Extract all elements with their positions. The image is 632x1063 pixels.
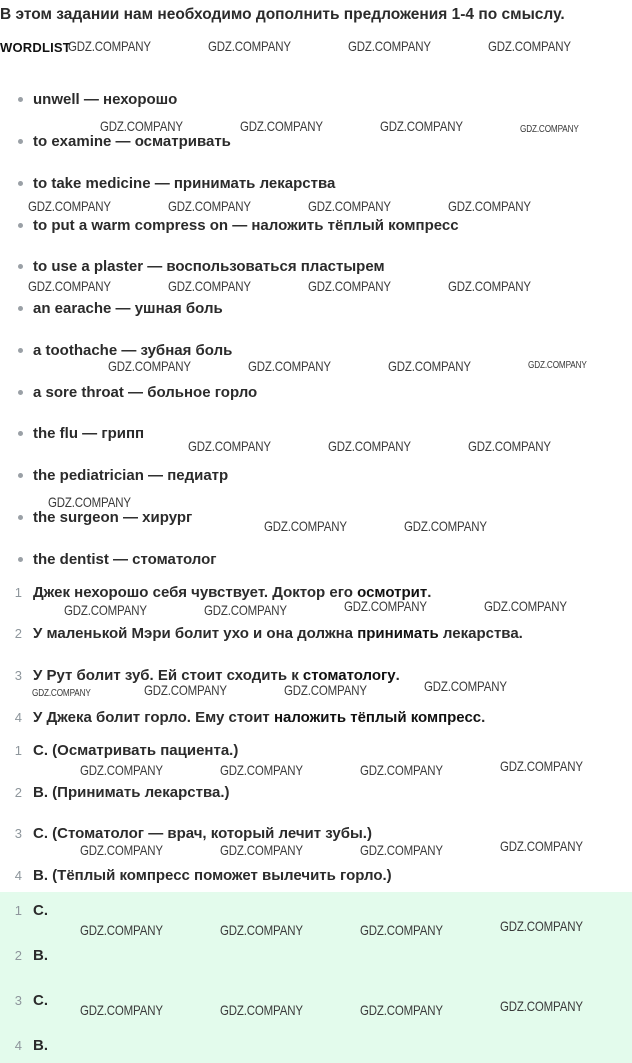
watermark: GDZ.COMPANY	[448, 278, 531, 294]
watermark: GDZ.COMPANY	[488, 38, 571, 54]
watermark: GDZ.COMPANY	[500, 998, 583, 1014]
watermark: GDZ.COMPANY	[500, 758, 583, 774]
watermark: GDZ.COMPANY	[500, 838, 583, 854]
watermark: GDZ.COMPANY	[248, 358, 331, 374]
watermark: GDZ.COMPANY	[48, 494, 131, 510]
watermark: GDZ.COMPANY	[388, 358, 471, 374]
explanation-item: 3 C. (Стоматолог — врач, который лечит зубы.)	[14, 825, 372, 842]
watermark: GDZ.COMPANY	[80, 842, 163, 858]
bullet-icon	[18, 390, 23, 395]
bullet-icon	[18, 431, 23, 436]
watermark: GDZ.COMPANY	[32, 688, 91, 699]
bullet-icon	[18, 181, 23, 186]
watermark: GDZ.COMPANY	[360, 1002, 443, 1018]
watermark: GDZ.COMPANY	[344, 598, 427, 614]
bullet-icon	[18, 139, 23, 144]
wordlist-item: the surgeon — хирург	[18, 509, 192, 526]
task-intro: В этом задании нам необходимо дополнить предложения 1-4 по смыслу.	[0, 6, 565, 23]
wordlist-item: the dentist — стоматолог	[18, 551, 217, 568]
wordlist-item: the pediatrician — педиатр	[18, 467, 228, 484]
watermark: GDZ.COMPANY	[220, 1002, 303, 1018]
explanation-item: 4 B. (Тёплый компресс поможет вылечить горло.)	[14, 867, 392, 884]
watermark: GDZ.COMPANY	[500, 918, 583, 934]
watermark: GDZ.COMPANY	[424, 678, 507, 694]
bullet-icon	[18, 306, 23, 311]
answer-item: 2 B.	[14, 947, 48, 964]
watermark: GDZ.COMPANY	[64, 602, 147, 618]
watermark: GDZ.COMPANY	[108, 358, 191, 374]
bullet-icon	[18, 264, 23, 269]
watermark: GDZ.COMPANY	[188, 438, 271, 454]
watermark: GDZ.COMPANY	[348, 38, 431, 54]
wordlist-item: to examine — осматривать	[18, 133, 231, 150]
bullet-icon	[18, 473, 23, 478]
watermark: GDZ.COMPANY	[208, 38, 291, 54]
bullet-icon	[18, 348, 23, 353]
watermark: GDZ.COMPANY	[308, 198, 391, 214]
answer-item: 3 C.	[14, 992, 48, 1009]
watermark: GDZ.COMPANY	[168, 198, 251, 214]
wordlist-item: unwell — нехорошо	[18, 91, 177, 108]
watermark: GDZ.COMPANY	[528, 360, 587, 371]
watermark: GDZ.COMPANY	[328, 438, 411, 454]
watermark: GDZ.COMPANY	[204, 602, 287, 618]
sentence-item: 3 У Рут болит зуб. Ей стоит сходить к стоматологу.	[14, 667, 400, 684]
watermark: GDZ.COMPANY	[68, 38, 151, 54]
watermark: GDZ.COMPANY	[380, 118, 463, 134]
sentence-item: 1 Джек нехорошо себя чувствует. Доктор его осмотрит.	[14, 584, 432, 601]
wordlist-item: the flu — грипп	[18, 425, 144, 442]
wordlist-item: to use a plaster — воспользоваться пластырем	[18, 258, 385, 275]
watermark: GDZ.COMPANY	[100, 118, 183, 134]
wordlist-item: a sore throat — больное горло	[18, 384, 257, 401]
watermark: GDZ.COMPANY	[168, 278, 251, 294]
watermark: GDZ.COMPANY	[220, 762, 303, 778]
watermark: GDZ.COMPANY	[80, 1002, 163, 1018]
watermark: GDZ.COMPANY	[484, 598, 567, 614]
watermark: GDZ.COMPANY	[220, 842, 303, 858]
watermark: GDZ.COMPANY	[448, 198, 531, 214]
watermark: GDZ.COMPANY	[240, 118, 323, 134]
wordlist-item: an earache — ушная боль	[18, 300, 223, 317]
watermark: GDZ.COMPANY	[28, 198, 111, 214]
wordlist-item: a toothache — зубная боль	[18, 342, 232, 359]
watermark: GDZ.COMPANY	[28, 278, 111, 294]
watermark: GDZ.COMPANY	[80, 762, 163, 778]
explanation-item: 1 C. (Осматривать пациента.)	[14, 742, 239, 759]
wordlist-item: to take medicine — принимать лекарства	[18, 175, 335, 192]
watermark: GDZ.COMPANY	[264, 518, 347, 534]
bullet-icon	[18, 223, 23, 228]
watermark: GDZ.COMPANY	[360, 762, 443, 778]
explanation-item: 2 B. (Принимать лекарства.)	[14, 784, 230, 801]
bullet-icon	[18, 515, 23, 520]
watermark: GDZ.COMPANY	[468, 438, 551, 454]
watermark: GDZ.COMPANY	[360, 922, 443, 938]
watermark: GDZ.COMPANY	[404, 518, 487, 534]
answer-item: 1 C.	[14, 902, 48, 919]
answer-item: 4 B.	[14, 1037, 48, 1054]
watermark: GDZ.COMPANY	[308, 278, 391, 294]
sentence-item: 2 У маленькой Мэри болит ухо и она должна принимать лекарства.	[14, 625, 523, 642]
bullet-icon	[18, 557, 23, 562]
wordlist-title: WORDLIST	[0, 40, 71, 55]
wordlist-item: to put a warm compress on — наложить тёплый компресс	[18, 217, 459, 234]
sentence-item: 4 У Джека болит горло. Ему стоит наложить тёплый компресс.	[14, 709, 486, 726]
watermark: GDZ.COMPANY	[284, 682, 367, 698]
watermark: GDZ.COMPANY	[520, 124, 579, 135]
watermark: GDZ.COMPANY	[80, 922, 163, 938]
bullet-icon	[18, 97, 23, 102]
watermark: GDZ.COMPANY	[360, 842, 443, 858]
watermark: GDZ.COMPANY	[144, 682, 227, 698]
watermark: GDZ.COMPANY	[220, 922, 303, 938]
